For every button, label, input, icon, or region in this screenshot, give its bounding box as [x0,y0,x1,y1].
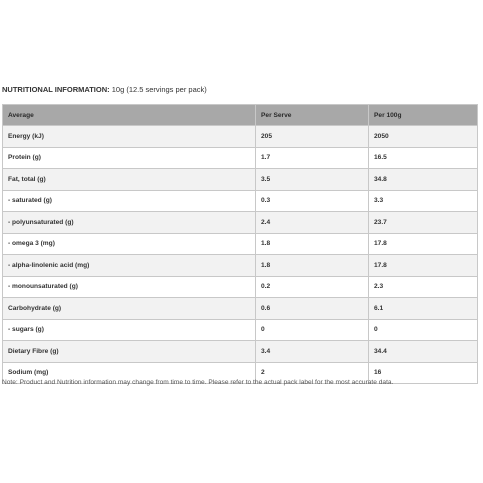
nutrient-name: - polyunsaturated (g) [3,212,256,234]
per-serve-value: 0.2 [256,276,369,298]
nutrient-name: Dietary Fibre (g) [3,341,256,363]
nutrient-name: Energy (kJ) [3,126,256,148]
table-row [3,341,478,363]
per-serve-value: 0.3 [256,190,369,212]
table-row [3,298,478,320]
nutrient-name: - monounsaturated (g) [3,276,256,298]
nutrient-name: - sugars (g) [3,319,256,341]
per-serve-value: 0 [256,319,369,341]
column-header-average: Average [3,105,256,126]
per-serve-value: 1.8 [256,233,369,255]
nutrient-name: Fat, total (g) [3,169,256,191]
table-row [3,169,478,191]
per-100g-value: 6.1 [369,298,478,320]
per-serve-value: 2.4 [256,212,369,234]
table-row [3,190,478,212]
per-100g-value: 17.8 [369,255,478,277]
nutrition-table [2,104,478,384]
table-row [3,212,478,234]
per-serve-value: 1.8 [256,255,369,277]
per-100g-value: 23.7 [369,212,478,234]
nutrient-name: - omega 3 (mg) [3,233,256,255]
nutrient-name: Protein (g) [3,147,256,169]
nutrient-name: - alpha-linolenic acid (mg) [3,255,256,277]
nutrient-name: - saturated (g) [3,190,256,212]
table-row [3,233,478,255]
nutrition-heading [2,85,207,94]
per-serve-value: 1.7 [256,147,369,169]
per-100g-value: 16.5 [369,147,478,169]
disclaimer-note: Note: Product and Nutrition information may change from time to time. Please refer to the actual pack label for the most accurate data. [2,379,394,386]
per-100g-value: 2050 [369,126,478,148]
table-row [3,126,478,148]
table-header-row [3,105,478,126]
table-row [3,276,478,298]
per-100g-value: 16 [369,362,478,384]
per-serve-value: 2 [256,362,369,384]
nutrient-name: Carbohydrate (g) [3,298,256,320]
column-header-per-serve: Per Serve [256,105,369,126]
per-100g-value: 34.8 [369,169,478,191]
table-row [3,255,478,277]
per-100g-value: 0 [369,319,478,341]
per-100g-value: 2.3 [369,276,478,298]
per-serve-value: 0.6 [256,298,369,320]
per-100g-value: 34.4 [369,341,478,363]
per-serve-value: 205 [256,126,369,148]
nutrition-heading-label: NUTRITIONAL INFORMATION: [2,85,110,94]
per-serve-value: 3.5 [256,169,369,191]
per-serve-value: 3.4 [256,341,369,363]
nutrient-name: Sodium (mg) [3,362,256,384]
column-header-per-100g: Per 100g [369,105,478,126]
per-100g-value: 3.3 [369,190,478,212]
table-row [3,319,478,341]
per-100g-value: 17.8 [369,233,478,255]
table-row [3,147,478,169]
serving-info: 10g (12.5 servings per pack) [109,85,207,94]
